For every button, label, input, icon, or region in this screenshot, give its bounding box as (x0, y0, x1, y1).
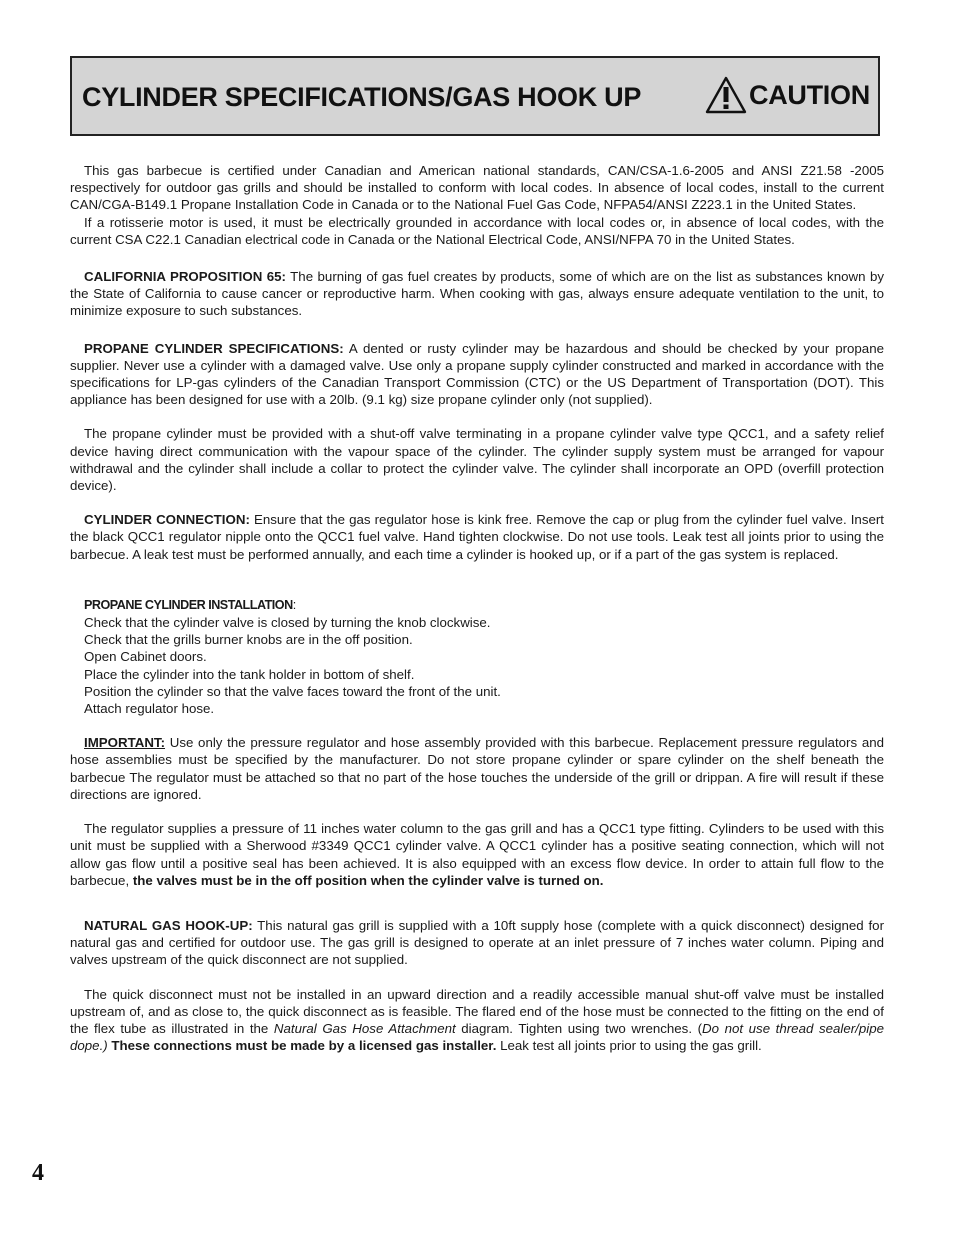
connection-text: Ensure that the gas regulator hose is kink free. Remove the cap or plug from the cylinder fuel valve. Insert the black QCC1 regulator nipple onto the QCC1 fuel valve. Hand tighten clockwise. Do not use tools. Leak test all joints prior to using the barbecue. A leak test must be performed annually, and each time a cylinder is hooked up, or if a part of the gas system is replaced. (70, 512, 884, 562)
prop65-label: CALIFORNIA PROPOSITION 65: (84, 269, 286, 285)
quick-text-4: Leak test all joints prior to using the gas grill. (496, 1038, 762, 1054)
document-body (70, 162, 884, 1054)
install-step: Check that the cylinder valve is closed by turning the knob clockwise. (84, 615, 491, 631)
warning-triangle-icon (705, 76, 747, 114)
important-text: Use only the pressure regulator and hose assembly provided with this barbecue. Replacement pressure regulators and hose assemblies must be specified by the manufacturer. Do not store propane cylinder or spare cylinder on the shelf beneath the barbecue The regulator must be attached so that no part of the hose touches the underside of the grill or drippan. A fire will result if these directions are ignored. (70, 735, 884, 802)
natural-gas-label: NATURAL GAS HOOK-UP: (84, 917, 253, 933)
page-number: 4 (32, 1160, 44, 1186)
section-header (70, 56, 880, 136)
quick-disconnect-paragraph (70, 986, 884, 1055)
certification-paragraph: This gas barbecue is certified under Canadian and American national standards, CAN/CSA-1.6-2005 and ANSI Z21.58 -2005 respectively for outdoor gas grills and should be installed to conform with local codes. In absence of local codes, install to the current CAN/CGA-B149.1 Propane Installation Code in Canada or to the National Fuel Gas Code, NFPA54/ANSI Z223.1 in the United States. (70, 163, 884, 213)
important-paragraph (70, 734, 884, 803)
natural-gas-paragraph (70, 917, 884, 969)
install-steps-list (84, 614, 884, 717)
install-colon: : (292, 597, 296, 612)
caution-label-group (705, 75, 870, 115)
cylinder-connection-paragraph (70, 511, 884, 563)
install-step: Place the cylinder into the tank holder in bottom of shelf. (84, 666, 415, 682)
connection-label: CYLINDER CONNECTION: (84, 512, 250, 528)
natural-gas-text: This natural gas grill is supplied with a 10ft supply hose (complete with a quick disconnect) designed for natural gas and certified for outdoor use. The gas grill is designed to operate at an inlet pressure of 7 inches water column. Piping and valves upstream of the quick disconnect are not supplied. (70, 917, 884, 968)
rotisserie-paragraph: If a rotisserie motor is used, it must be electrically grounded in accordance with local codes or, in absence of local codes, with the current CSA C22.1 Canadian electrical code in Canada or the National Electrical Code, ANSI/NFPA 70 in the United States. (70, 214, 884, 247)
propane-spec-paragraph (70, 340, 884, 409)
install-heading (84, 597, 884, 614)
prop65-paragraph (70, 268, 884, 320)
install-step: Position the cylinder so that the valve faces toward the front of the unit. (84, 683, 501, 699)
no-thread-sealer-note: Do not use thread sealer/pipe dope.) (70, 1020, 885, 1054)
licensed-installer-warning: These connections must be made by a licensed gas installer. (111, 1038, 497, 1054)
important-label: IMPORTANT: (84, 735, 166, 751)
quick-text-2: diagram. Tighten using two wrenches. ( (455, 1020, 703, 1036)
quick-text-1: The quick disconnect must not be installed in an upward direction and a readily accessible manual shut-off valve must be installed upstream of, and as close to, the quick disconnect as is feasible. The flared end of the hose must be connected to the fitting on the end of the flex tube as illustrated in the (70, 986, 884, 1036)
regulator-bold-text: the valves must be in the off position when the cylinder valve is turned on. (132, 872, 604, 888)
regulator-paragraph (70, 820, 884, 889)
caution-label: CAUTION (749, 79, 870, 110)
prop65-text: The burning of gas fuel creates by products, some of which are on the list as substances known by the State of California to cause cancer or reproductive harm. When cooking with gas, always ensure adequate ventilation to the unit, to minimize exposure to such substances. (70, 269, 884, 319)
propane-spec-label: PROPANE CYLINDER SPECIFICATIONS: (84, 340, 344, 356)
page-title: CYLINDER SPECIFICATIONS/GAS HOOK UP (82, 82, 642, 112)
regulator-text: The regulator supplies a pressure of 11 inches water column to the gas grill and has a QCC1 type fitting. Cylinders to be used with this unit must be supplied with a Sherwood #3349 QCC1 cylinder valve. A QCC1 cylinder has a positive seating connection, which will not allow gas flow until a positive seal has been achieved. It is also equipped with an excess flow device. In order to attain full flow to the barbecue, (70, 821, 884, 888)
install-step: Attach regulator hose. (84, 701, 215, 717)
propane-spec-text: A dented or rusty cylinder may be hazardous and should be checked by your propane supplier. Never use a cylinder with a damaged valve. Use only a propane supply cylinder constructed and marked in accordance with the specifications for LP-gas cylinders of the Canadian Transport Commission (CTC) or the US Department of Transportation (DOT). This appliance has been designed for use with a 20lb. (9.1 kg) size propane cylinder only (not supplied). (70, 340, 884, 408)
install-step: Check that the grills burner knobs are in the off position. (84, 632, 413, 648)
hose-attachment-diagram-ref: Natural Gas Hose Attachment (273, 1020, 456, 1036)
install-label: PROPANE CYLINDER INSTALLATION (84, 597, 293, 612)
install-step: Open Cabinet doors. (84, 649, 207, 665)
shutoff-valve-paragraph: The propane cylinder must be provided with a shut-off valve terminating in a propane cylinder valve type QCC1, and a safety relief device having direct communication with the vapour space of the cylinder. The cylinder supply system must be arranged for vapour withdrawal and the cylinder shall include a collar to protect the cylinder valve. The cylinder shall incorporate an OPD (overfill protection device). (70, 426, 884, 494)
